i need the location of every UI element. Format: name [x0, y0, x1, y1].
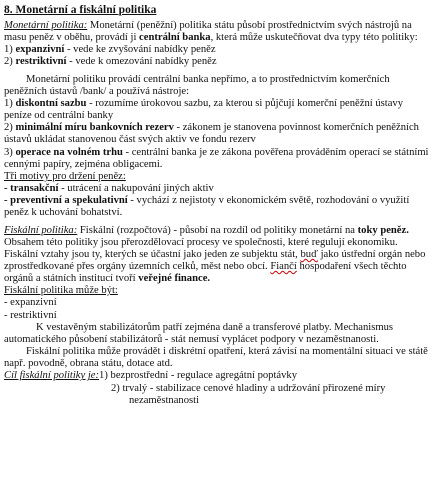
motive-1: - transakční - utrácení a nakupování jiných aktiv [4, 183, 214, 195]
tool-2: 2) minimální míru bankovních rezerv - zákonem je stanovena povinnost komerčních peněžních ústavů ukládat stanovenou část svých aktiv ve fondu rezerv [4, 122, 419, 146]
monetary-term: Monetární politika: [4, 20, 88, 31]
section-title: 8. Monetární a fiskální politika [4, 4, 157, 16]
fiscal-stabilizers: K vestavěným stabilizátorům patří zejména daně a transferové platby. Mechanismus automatického působení stabilizátorů - stát nemusí vyplácet podpory v nezaměstnanosti. [4, 321, 394, 345]
tool-3: 3) operace na volném trhu - centrální banka je ze zákona pověřena prováděním operací se státními cennými papíry, zejména obligacemi. [4, 146, 429, 170]
fiscal-goal-2: 2) trvalý - stabilizace cenové hladiny a udržování přirozené míry [111, 382, 386, 394]
fiscal-term: Fiskální politika: [4, 224, 78, 236]
fiscal-intro: Fiskální politika: Fiskální (rozpočtová) - působí na rozdíl od politiky monetární na toky peněz. Obsahem této politiky jsou přerozdělovací procesy ve společnosti, které regulují ekonomiku. Fiskální vztahy jsou ty, kterých se účastní jako jeden ze subjektu stát, buď jako ústřední orgán nebo zprostředkované přes orgány územních celků, měst nebo obcí. Fiančí hospodaření všech těchto orgánů a státních institucí tvoří veřejné finance. [4, 224, 426, 285]
monetary-type-2: 2) restriktivní - vede k omezování nabídky peněz [4, 56, 217, 68]
tool-1: 1) diskontní sazbu - rozumíme úrokovou sazbu, za kterou si půjčují komerční peněžní ústavy peníze od centrální banky [4, 97, 403, 122]
fiscal-can-2: - restriktivní [4, 309, 57, 321]
motives-heading: Tři motivy pro držení peněz: [4, 170, 126, 182]
fiscal-goal [4, 370, 430, 382]
monetary-type-1: 1) expanzivní - vede ke zvyšování nabídky peněz [4, 44, 216, 56]
fiscal-can-1: - expanzivní [4, 297, 57, 309]
fiscal-can-heading: Fiskální politika může být: [4, 285, 118, 297]
motive-2: - preventivní a spekulativní - vychází z nejistoty v ekonomickém světě, rozhodování o využití peněz k uchování bohatství. [4, 195, 410, 219]
fiscal-goal-heading: Cíl fiskální politiky je: [4, 370, 100, 382]
fiscal-discrete: Fiskální politika může provádět i diskrétní opatření, která závisí na momentální situaci ve státě např. povodně, obrana státu, dotace atd. [4, 346, 428, 370]
fiscal-goal-2-cont: nezaměstnanosti [129, 394, 200, 406]
monetary-tools-intro: Monetární politiku provádí centrální banka nepřímo, a to prostřednictvím komerčních peněžních ústavů /bank/ a používá nástroje: [4, 73, 390, 97]
fiscal-goal-1: 1) bezprostřední - regulace agregátní poptávky [99, 370, 298, 382]
monetary-intro: Monetární politika: Monetární (peněžní) politika státu působí prostřednictvím svých nástrojů na masu peněz v oběhu, provádí ji centrální banka, která může uskutečňovat dva typy této politiky: [4, 20, 418, 44]
